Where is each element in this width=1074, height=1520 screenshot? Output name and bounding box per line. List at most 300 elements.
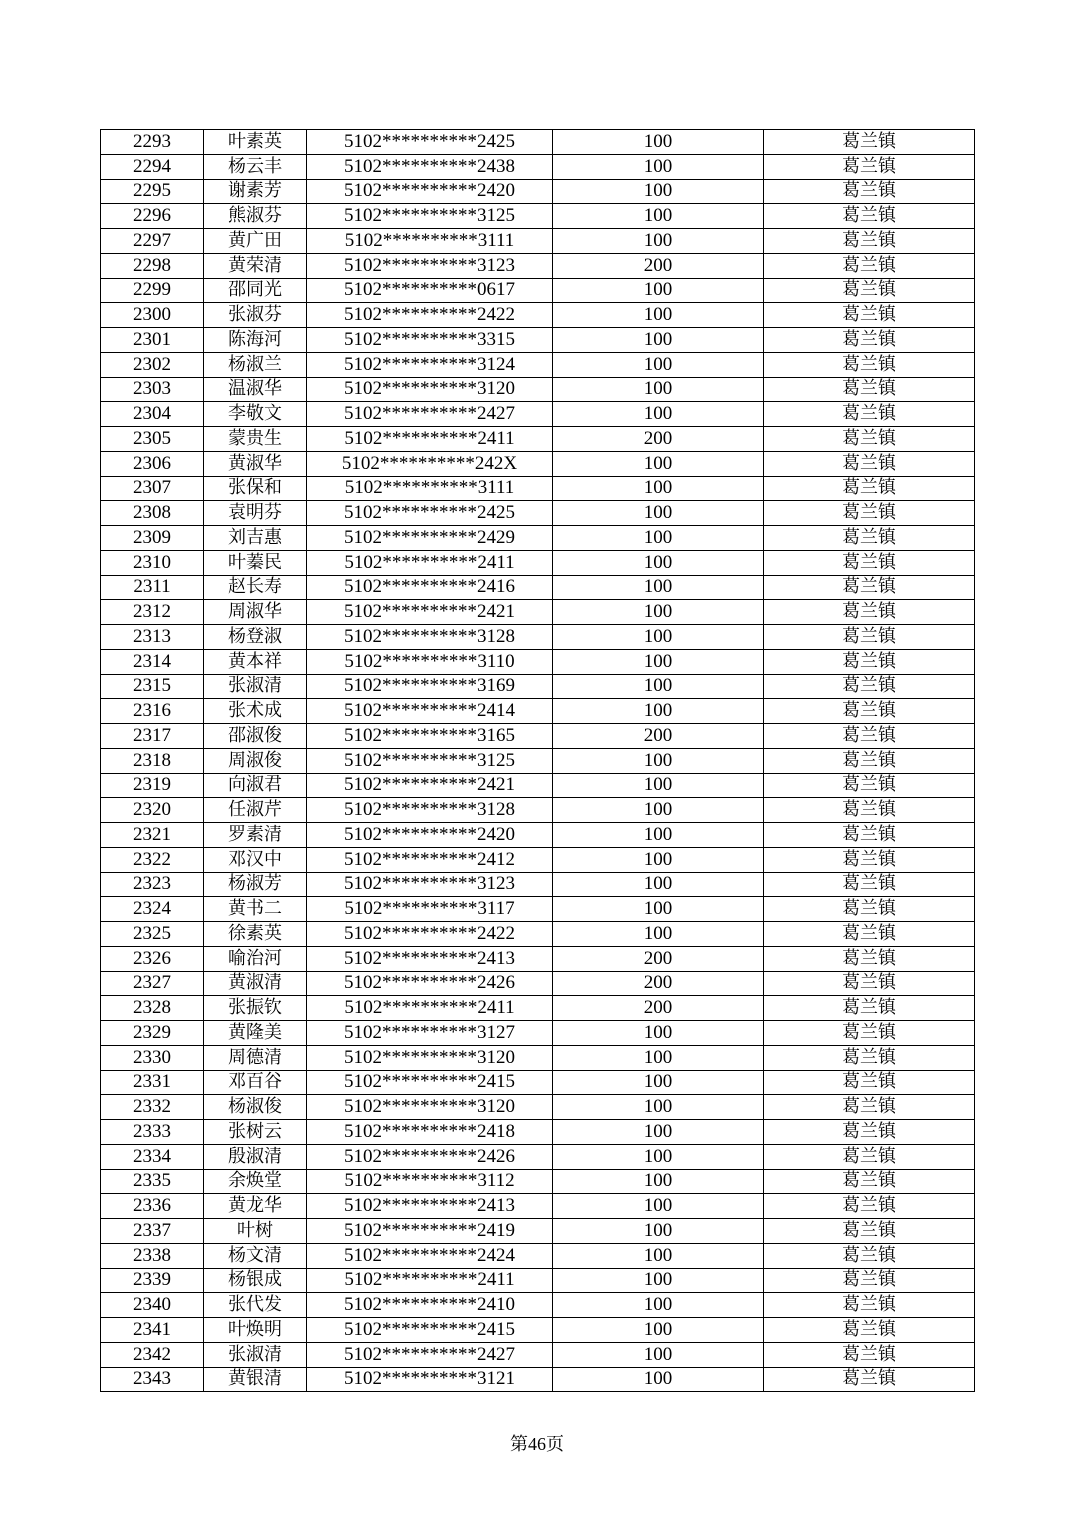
- serial-number-cell: 2295: [101, 179, 204, 204]
- name-cell: 叶蓁民: [204, 550, 307, 575]
- name-cell: 杨登淑: [204, 625, 307, 650]
- serial-number-cell: 2343: [101, 1367, 204, 1392]
- town-cell: 葛兰镇: [764, 748, 975, 773]
- table-row: [101, 1194, 975, 1219]
- serial-number-cell: 2296: [101, 204, 204, 229]
- town-cell: 葛兰镇: [764, 526, 975, 551]
- id-number-cell: 5102**********2422: [307, 303, 553, 328]
- town-cell: 葛兰镇: [764, 154, 975, 179]
- amount-cell: 100: [553, 1243, 764, 1268]
- serial-number-cell: 2331: [101, 1070, 204, 1095]
- name-cell: 张术成: [204, 699, 307, 724]
- town-cell: 葛兰镇: [764, 872, 975, 897]
- amount-cell: 100: [553, 550, 764, 575]
- id-number-cell: 5102**********3120: [307, 1095, 553, 1120]
- amount-cell: 200: [553, 971, 764, 996]
- id-number-cell: 5102**********3128: [307, 625, 553, 650]
- serial-number-cell: 2294: [101, 154, 204, 179]
- table-row: [101, 179, 975, 204]
- town-cell: 葛兰镇: [764, 1318, 975, 1343]
- town-cell: 葛兰镇: [764, 377, 975, 402]
- town-cell: 葛兰镇: [764, 1367, 975, 1392]
- name-cell: 徐素英: [204, 922, 307, 947]
- amount-cell: 100: [553, 1367, 764, 1392]
- town-cell: 葛兰镇: [764, 550, 975, 575]
- amount-cell: 100: [553, 575, 764, 600]
- name-cell: 黄广田: [204, 229, 307, 254]
- amount-cell: 100: [553, 1219, 764, 1244]
- serial-number-cell: 2324: [101, 897, 204, 922]
- town-cell: 葛兰镇: [764, 1120, 975, 1145]
- id-number-cell: 5102**********3125: [307, 748, 553, 773]
- id-number-cell: 5102**********2425: [307, 501, 553, 526]
- town-cell: 葛兰镇: [764, 971, 975, 996]
- amount-cell: 100: [553, 798, 764, 823]
- town-cell: 葛兰镇: [764, 1293, 975, 1318]
- amount-cell: 100: [553, 1293, 764, 1318]
- name-cell: 黄淑清: [204, 971, 307, 996]
- name-cell: 杨淑芳: [204, 872, 307, 897]
- table-row: [101, 1219, 975, 1244]
- serial-number-cell: 2302: [101, 352, 204, 377]
- serial-number-cell: 2321: [101, 823, 204, 848]
- serial-number-cell: 2323: [101, 872, 204, 897]
- id-number-cell: 5102**********3110: [307, 649, 553, 674]
- town-cell: 葛兰镇: [764, 1095, 975, 1120]
- town-cell: 葛兰镇: [764, 600, 975, 625]
- town-cell: 葛兰镇: [764, 130, 975, 155]
- table-body: [101, 130, 975, 1392]
- id-number-cell: 5102**********2413: [307, 946, 553, 971]
- serial-number-cell: 2297: [101, 229, 204, 254]
- name-cell: 杨淑兰: [204, 352, 307, 377]
- name-cell: 向淑君: [204, 773, 307, 798]
- table-row: [101, 773, 975, 798]
- table-row: [101, 600, 975, 625]
- table-row: [101, 625, 975, 650]
- name-cell: 张振钦: [204, 996, 307, 1021]
- id-number-cell: 5102**********2427: [307, 1342, 553, 1367]
- amount-cell: 100: [553, 303, 764, 328]
- serial-number-cell: 2312: [101, 600, 204, 625]
- amount-cell: 100: [553, 402, 764, 427]
- amount-cell: 100: [553, 1342, 764, 1367]
- table-row: [101, 1367, 975, 1392]
- table-row: [101, 1070, 975, 1095]
- amount-cell: 100: [553, 1021, 764, 1046]
- serial-number-cell: 2311: [101, 575, 204, 600]
- serial-number-cell: 2330: [101, 1045, 204, 1070]
- id-number-cell: 5102**********3112: [307, 1169, 553, 1194]
- name-cell: 张淑清: [204, 674, 307, 699]
- table-row: [101, 674, 975, 699]
- name-cell: 叶树: [204, 1219, 307, 1244]
- amount-cell: 100: [553, 328, 764, 353]
- serial-number-cell: 2305: [101, 427, 204, 452]
- id-number-cell: 5102**********0617: [307, 278, 553, 303]
- serial-number-cell: 2317: [101, 724, 204, 749]
- serial-number-cell: 2329: [101, 1021, 204, 1046]
- table-row: [101, 550, 975, 575]
- table-row: [101, 476, 975, 501]
- table-row: [101, 328, 975, 353]
- town-cell: 葛兰镇: [764, 823, 975, 848]
- table-row: [101, 229, 975, 254]
- serial-number-cell: 2313: [101, 625, 204, 650]
- name-cell: 邓汉中: [204, 847, 307, 872]
- id-number-cell: 5102**********3165: [307, 724, 553, 749]
- id-number-cell: 5102**********3169: [307, 674, 553, 699]
- id-number-cell: 5102**********3111: [307, 476, 553, 501]
- table-row: [101, 526, 975, 551]
- town-cell: 葛兰镇: [764, 476, 975, 501]
- town-cell: 葛兰镇: [764, 1342, 975, 1367]
- table-row: [101, 377, 975, 402]
- id-number-cell: 5102**********3111: [307, 229, 553, 254]
- id-number-cell: 5102**********2425: [307, 130, 553, 155]
- amount-cell: 200: [553, 427, 764, 452]
- serial-number-cell: 2298: [101, 253, 204, 278]
- amount-cell: 200: [553, 996, 764, 1021]
- table-row: [101, 699, 975, 724]
- table-row: [101, 402, 975, 427]
- name-cell: 杨云丰: [204, 154, 307, 179]
- town-cell: 葛兰镇: [764, 1021, 975, 1046]
- amount-cell: 100: [553, 1095, 764, 1120]
- amount-cell: 100: [553, 823, 764, 848]
- id-number-cell: 5102**********3123: [307, 872, 553, 897]
- town-cell: 葛兰镇: [764, 575, 975, 600]
- name-cell: 黄淑华: [204, 451, 307, 476]
- town-cell: 葛兰镇: [764, 501, 975, 526]
- id-number-cell: 5102**********2438: [307, 154, 553, 179]
- amount-cell: 100: [553, 501, 764, 526]
- serial-number-cell: 2333: [101, 1120, 204, 1145]
- town-cell: 葛兰镇: [764, 649, 975, 674]
- name-cell: 陈海河: [204, 328, 307, 353]
- amount-cell: 100: [553, 1268, 764, 1293]
- serial-number-cell: 2301: [101, 328, 204, 353]
- table-row: [101, 847, 975, 872]
- town-cell: 葛兰镇: [764, 253, 975, 278]
- serial-number-cell: 2332: [101, 1095, 204, 1120]
- amount-cell: 100: [553, 674, 764, 699]
- name-cell: 黄龙华: [204, 1194, 307, 1219]
- serial-number-cell: 2304: [101, 402, 204, 427]
- table-row: [101, 575, 975, 600]
- table-row: [101, 798, 975, 823]
- name-cell: 温淑华: [204, 377, 307, 402]
- table-row: [101, 204, 975, 229]
- serial-number-cell: 2340: [101, 1293, 204, 1318]
- id-number-cell: 5102**********3128: [307, 798, 553, 823]
- id-number-cell: 5102**********2414: [307, 699, 553, 724]
- serial-number-cell: 2318: [101, 748, 204, 773]
- name-cell: 赵长寿: [204, 575, 307, 600]
- amount-cell: 200: [553, 724, 764, 749]
- id-number-cell: 5102**********2415: [307, 1070, 553, 1095]
- amount-cell: 100: [553, 773, 764, 798]
- id-number-cell: 5102**********3121: [307, 1367, 553, 1392]
- serial-number-cell: 2325: [101, 922, 204, 947]
- table-row: [101, 1144, 975, 1169]
- serial-number-cell: 2342: [101, 1342, 204, 1367]
- amount-cell: 100: [553, 699, 764, 724]
- table-row: [101, 501, 975, 526]
- amount-cell: 100: [553, 1045, 764, 1070]
- amount-cell: 100: [553, 1070, 764, 1095]
- serial-number-cell: 2310: [101, 550, 204, 575]
- amount-cell: 100: [553, 600, 764, 625]
- table-row: [101, 922, 975, 947]
- id-number-cell: 5102**********3117: [307, 897, 553, 922]
- name-cell: 邵淑俊: [204, 724, 307, 749]
- amount-cell: 100: [553, 352, 764, 377]
- name-cell: 周淑华: [204, 600, 307, 625]
- town-cell: 葛兰镇: [764, 1144, 975, 1169]
- amount-cell: 100: [553, 130, 764, 155]
- town-cell: 葛兰镇: [764, 897, 975, 922]
- table-row: [101, 1095, 975, 1120]
- serial-number-cell: 2308: [101, 501, 204, 526]
- id-number-cell: 5102**********2427: [307, 402, 553, 427]
- name-cell: 黄隆美: [204, 1021, 307, 1046]
- serial-number-cell: 2336: [101, 1194, 204, 1219]
- id-number-cell: 5102**********2411: [307, 550, 553, 575]
- amount-cell: 100: [553, 922, 764, 947]
- serial-number-cell: 2320: [101, 798, 204, 823]
- town-cell: 葛兰镇: [764, 798, 975, 823]
- name-cell: 罗素清: [204, 823, 307, 848]
- table-row: [101, 1021, 975, 1046]
- name-cell: 周德清: [204, 1045, 307, 1070]
- id-number-cell: 5102**********3124: [307, 352, 553, 377]
- serial-number-cell: 2322: [101, 847, 204, 872]
- town-cell: 葛兰镇: [764, 1169, 975, 1194]
- name-cell: 张树云: [204, 1120, 307, 1145]
- town-cell: 葛兰镇: [764, 847, 975, 872]
- town-cell: 葛兰镇: [764, 946, 975, 971]
- name-cell: 谢素芳: [204, 179, 307, 204]
- name-cell: 殷淑清: [204, 1144, 307, 1169]
- table-row: [101, 253, 975, 278]
- serial-number-cell: 2303: [101, 377, 204, 402]
- table-row: [101, 1169, 975, 1194]
- amount-cell: 100: [553, 154, 764, 179]
- serial-number-cell: 2306: [101, 451, 204, 476]
- serial-number-cell: 2314: [101, 649, 204, 674]
- table-row: [101, 278, 975, 303]
- amount-cell: 100: [553, 229, 764, 254]
- name-cell: 蒙贵生: [204, 427, 307, 452]
- id-number-cell: 5102**********3125: [307, 204, 553, 229]
- serial-number-cell: 2339: [101, 1268, 204, 1293]
- name-cell: 张淑芬: [204, 303, 307, 328]
- amount-cell: 100: [553, 649, 764, 674]
- name-cell: 黄荣清: [204, 253, 307, 278]
- table-row: [101, 872, 975, 897]
- amount-cell: 100: [553, 625, 764, 650]
- table-row: [101, 946, 975, 971]
- id-number-cell: 5102**********2411: [307, 427, 553, 452]
- amount-cell: 100: [553, 748, 764, 773]
- serial-number-cell: 2319: [101, 773, 204, 798]
- name-cell: 张淑清: [204, 1342, 307, 1367]
- name-cell: 邵同光: [204, 278, 307, 303]
- town-cell: 葛兰镇: [764, 328, 975, 353]
- table-row: [101, 971, 975, 996]
- town-cell: 葛兰镇: [764, 996, 975, 1021]
- town-cell: 葛兰镇: [764, 451, 975, 476]
- town-cell: 葛兰镇: [764, 303, 975, 328]
- serial-number-cell: 2300: [101, 303, 204, 328]
- town-cell: 葛兰镇: [764, 724, 975, 749]
- id-number-cell: 5102**********2420: [307, 823, 553, 848]
- town-cell: 葛兰镇: [764, 699, 975, 724]
- name-cell: 刘吉惠: [204, 526, 307, 551]
- town-cell: 葛兰镇: [764, 1194, 975, 1219]
- town-cell: 葛兰镇: [764, 674, 975, 699]
- amount-cell: 100: [553, 897, 764, 922]
- id-number-cell: 5102**********2421: [307, 773, 553, 798]
- amount-cell: 200: [553, 253, 764, 278]
- amount-cell: 100: [553, 179, 764, 204]
- id-number-cell: 5102**********2421: [307, 600, 553, 625]
- serial-number-cell: 2328: [101, 996, 204, 1021]
- id-number-cell: 5102**********2411: [307, 1268, 553, 1293]
- amount-cell: 100: [553, 204, 764, 229]
- serial-number-cell: 2307: [101, 476, 204, 501]
- name-cell: 张代发: [204, 1293, 307, 1318]
- amount-cell: 100: [553, 451, 764, 476]
- town-cell: 葛兰镇: [764, 922, 975, 947]
- town-cell: 葛兰镇: [764, 402, 975, 427]
- id-number-cell: 5102**********3120: [307, 377, 553, 402]
- serial-number-cell: 2309: [101, 526, 204, 551]
- name-cell: 余焕堂: [204, 1169, 307, 1194]
- id-number-cell: 5102**********2429: [307, 526, 553, 551]
- table-row: [101, 1243, 975, 1268]
- serial-number-cell: 2299: [101, 278, 204, 303]
- id-number-cell: 5102**********2424: [307, 1243, 553, 1268]
- amount-cell: 100: [553, 1318, 764, 1343]
- town-cell: 葛兰镇: [764, 427, 975, 452]
- name-cell: 叶焕明: [204, 1318, 307, 1343]
- name-cell: 任淑芹: [204, 798, 307, 823]
- town-cell: 葛兰镇: [764, 1243, 975, 1268]
- name-cell: 袁明芬: [204, 501, 307, 526]
- serial-number-cell: 2341: [101, 1318, 204, 1343]
- table-row: [101, 303, 975, 328]
- table-row: [101, 352, 975, 377]
- id-number-cell: 5102**********3123: [307, 253, 553, 278]
- amount-cell: 100: [553, 847, 764, 872]
- town-cell: 葛兰镇: [764, 1045, 975, 1070]
- table-row: [101, 1120, 975, 1145]
- id-number-cell: 5102**********2426: [307, 1144, 553, 1169]
- amount-cell: 100: [553, 872, 764, 897]
- table-row: [101, 748, 975, 773]
- table-row: [101, 1045, 975, 1070]
- amount-cell: 100: [553, 1144, 764, 1169]
- amount-cell: 100: [553, 476, 764, 501]
- name-cell: 黄本祥: [204, 649, 307, 674]
- id-number-cell: 5102**********2412: [307, 847, 553, 872]
- table-row: [101, 427, 975, 452]
- town-cell: 葛兰镇: [764, 773, 975, 798]
- name-cell: 黄书二: [204, 897, 307, 922]
- id-number-cell: 5102**********242X: [307, 451, 553, 476]
- id-number-cell: 5102**********2411: [307, 996, 553, 1021]
- table-row: [101, 649, 975, 674]
- table-row: [101, 451, 975, 476]
- amount-cell: 200: [553, 946, 764, 971]
- amount-cell: 100: [553, 1194, 764, 1219]
- id-number-cell: 5102**********2416: [307, 575, 553, 600]
- town-cell: 葛兰镇: [764, 229, 975, 254]
- amount-cell: 100: [553, 526, 764, 551]
- town-cell: 葛兰镇: [764, 204, 975, 229]
- id-number-cell: 5102**********2410: [307, 1293, 553, 1318]
- town-cell: 葛兰镇: [764, 1219, 975, 1244]
- table-row: [101, 1342, 975, 1367]
- id-number-cell: 5102**********2422: [307, 922, 553, 947]
- id-number-cell: 5102**********2420: [307, 179, 553, 204]
- serial-number-cell: 2338: [101, 1243, 204, 1268]
- serial-number-cell: 2335: [101, 1169, 204, 1194]
- name-cell: 喻治河: [204, 946, 307, 971]
- town-cell: 葛兰镇: [764, 625, 975, 650]
- table-row: [101, 897, 975, 922]
- town-cell: 葛兰镇: [764, 179, 975, 204]
- table-row: [101, 154, 975, 179]
- name-cell: 周淑俊: [204, 748, 307, 773]
- serial-number-cell: 2334: [101, 1144, 204, 1169]
- table-row: [101, 823, 975, 848]
- name-cell: 杨淑俊: [204, 1095, 307, 1120]
- town-cell: 葛兰镇: [764, 352, 975, 377]
- id-number-cell: 5102**********3127: [307, 1021, 553, 1046]
- name-cell: 熊淑芬: [204, 204, 307, 229]
- id-number-cell: 5102**********2415: [307, 1318, 553, 1343]
- town-cell: 葛兰镇: [764, 1268, 975, 1293]
- table-row: [101, 996, 975, 1021]
- table-row: [101, 1293, 975, 1318]
- id-number-cell: 5102**********3315: [307, 328, 553, 353]
- serial-number-cell: 2316: [101, 699, 204, 724]
- table-row: [101, 1268, 975, 1293]
- name-cell: 张保和: [204, 476, 307, 501]
- serial-number-cell: 2293: [101, 130, 204, 155]
- amount-cell: 100: [553, 377, 764, 402]
- id-number-cell: 5102**********2418: [307, 1120, 553, 1145]
- amount-cell: 100: [553, 278, 764, 303]
- amount-cell: 100: [553, 1120, 764, 1145]
- id-number-cell: 5102**********2426: [307, 971, 553, 996]
- serial-number-cell: 2315: [101, 674, 204, 699]
- name-cell: 李敬文: [204, 402, 307, 427]
- table-row: [101, 130, 975, 155]
- town-cell: 葛兰镇: [764, 1070, 975, 1095]
- table-row: [101, 1318, 975, 1343]
- name-cell: 邓百谷: [204, 1070, 307, 1095]
- serial-number-cell: 2337: [101, 1219, 204, 1244]
- name-cell: 杨银成: [204, 1268, 307, 1293]
- id-number-cell: 5102**********3120: [307, 1045, 553, 1070]
- name-cell: 叶素英: [204, 130, 307, 155]
- serial-number-cell: 2327: [101, 971, 204, 996]
- table-row: [101, 724, 975, 749]
